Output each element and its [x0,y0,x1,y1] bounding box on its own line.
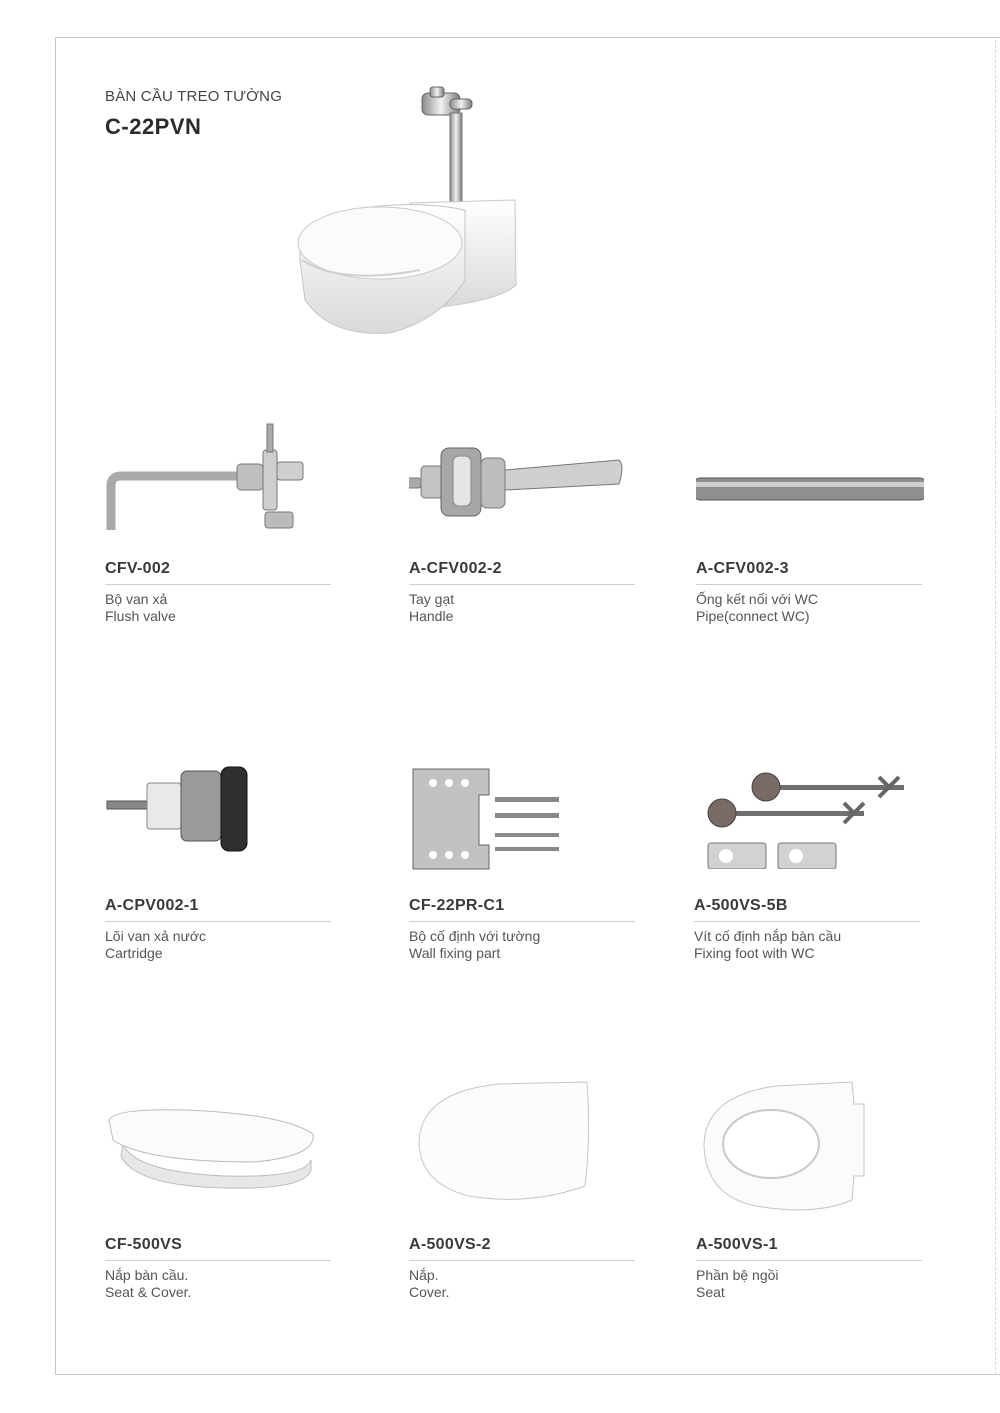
seat-icon [696,1076,924,1186]
part-name-vi: Bộ van xả [105,591,168,607]
cover-icon [409,1078,637,1188]
part-name-en: Fixing foot with WC [694,945,815,961]
part-name-vi: Nắp. [409,1267,439,1283]
seat-cover-icon [105,1100,333,1210]
part-name-vi: Nắp bàn cầu. [105,1267,189,1283]
fixing-foot-icon [694,759,922,869]
part-code: CF-22PR-C1 [409,897,505,914]
wall-hung-toilet-image [290,85,530,345]
part-name-vi: Lõi van xả nước [105,928,207,944]
part-name-en: Handle [409,608,454,624]
handle-icon [409,430,637,540]
divider [105,921,331,922]
part-name-vi: Tay gạt [409,591,455,607]
divider [409,584,635,585]
page-edge-divider [995,40,996,1375]
product-model: C-22PVN [105,114,202,139]
wall-fixing-icon [409,767,637,877]
divider [409,921,635,922]
pipe-icon [696,430,924,540]
divider [105,1260,331,1261]
part-name-en: Wall fixing part [409,945,501,961]
product-category: BÀN CẦU TREO TƯỜNG [105,88,283,105]
part-name-vi: Phần bệ ngồi [696,1267,779,1283]
part-name-en: Seat & Cover. [105,1284,192,1300]
part-name-en: Pipe(connect WC) [696,608,810,624]
part-code: A-CPV002-1 [105,897,199,914]
part-name-en: Flush valve [105,608,176,624]
part-name-vi: Bộ cố định với tường [409,928,541,944]
divider [694,921,920,922]
part-name-en: Seat [696,1284,725,1300]
flush-valve-icon [105,420,333,530]
part-code: A-500VS-5B [694,897,788,914]
part-name-en: Cartridge [105,945,163,961]
part-code: A-CFV002-3 [696,560,789,577]
part-code: A-CFV002-2 [409,560,502,577]
part-code: CF-500VS [105,1236,183,1253]
part-name-vi: Vít cố định nắp bàn cầu [694,928,842,944]
part-code: A-500VS-2 [409,1236,491,1253]
part-code: CFV-002 [105,560,171,577]
part-code: A-500VS-1 [696,1236,778,1253]
cartridge-icon [105,757,333,867]
divider [105,584,331,585]
divider [409,1260,635,1261]
part-name-en: Cover. [409,1284,450,1300]
part-name-vi: Ống kết nối với WC [696,591,818,607]
divider [696,584,922,585]
divider [696,1260,922,1261]
